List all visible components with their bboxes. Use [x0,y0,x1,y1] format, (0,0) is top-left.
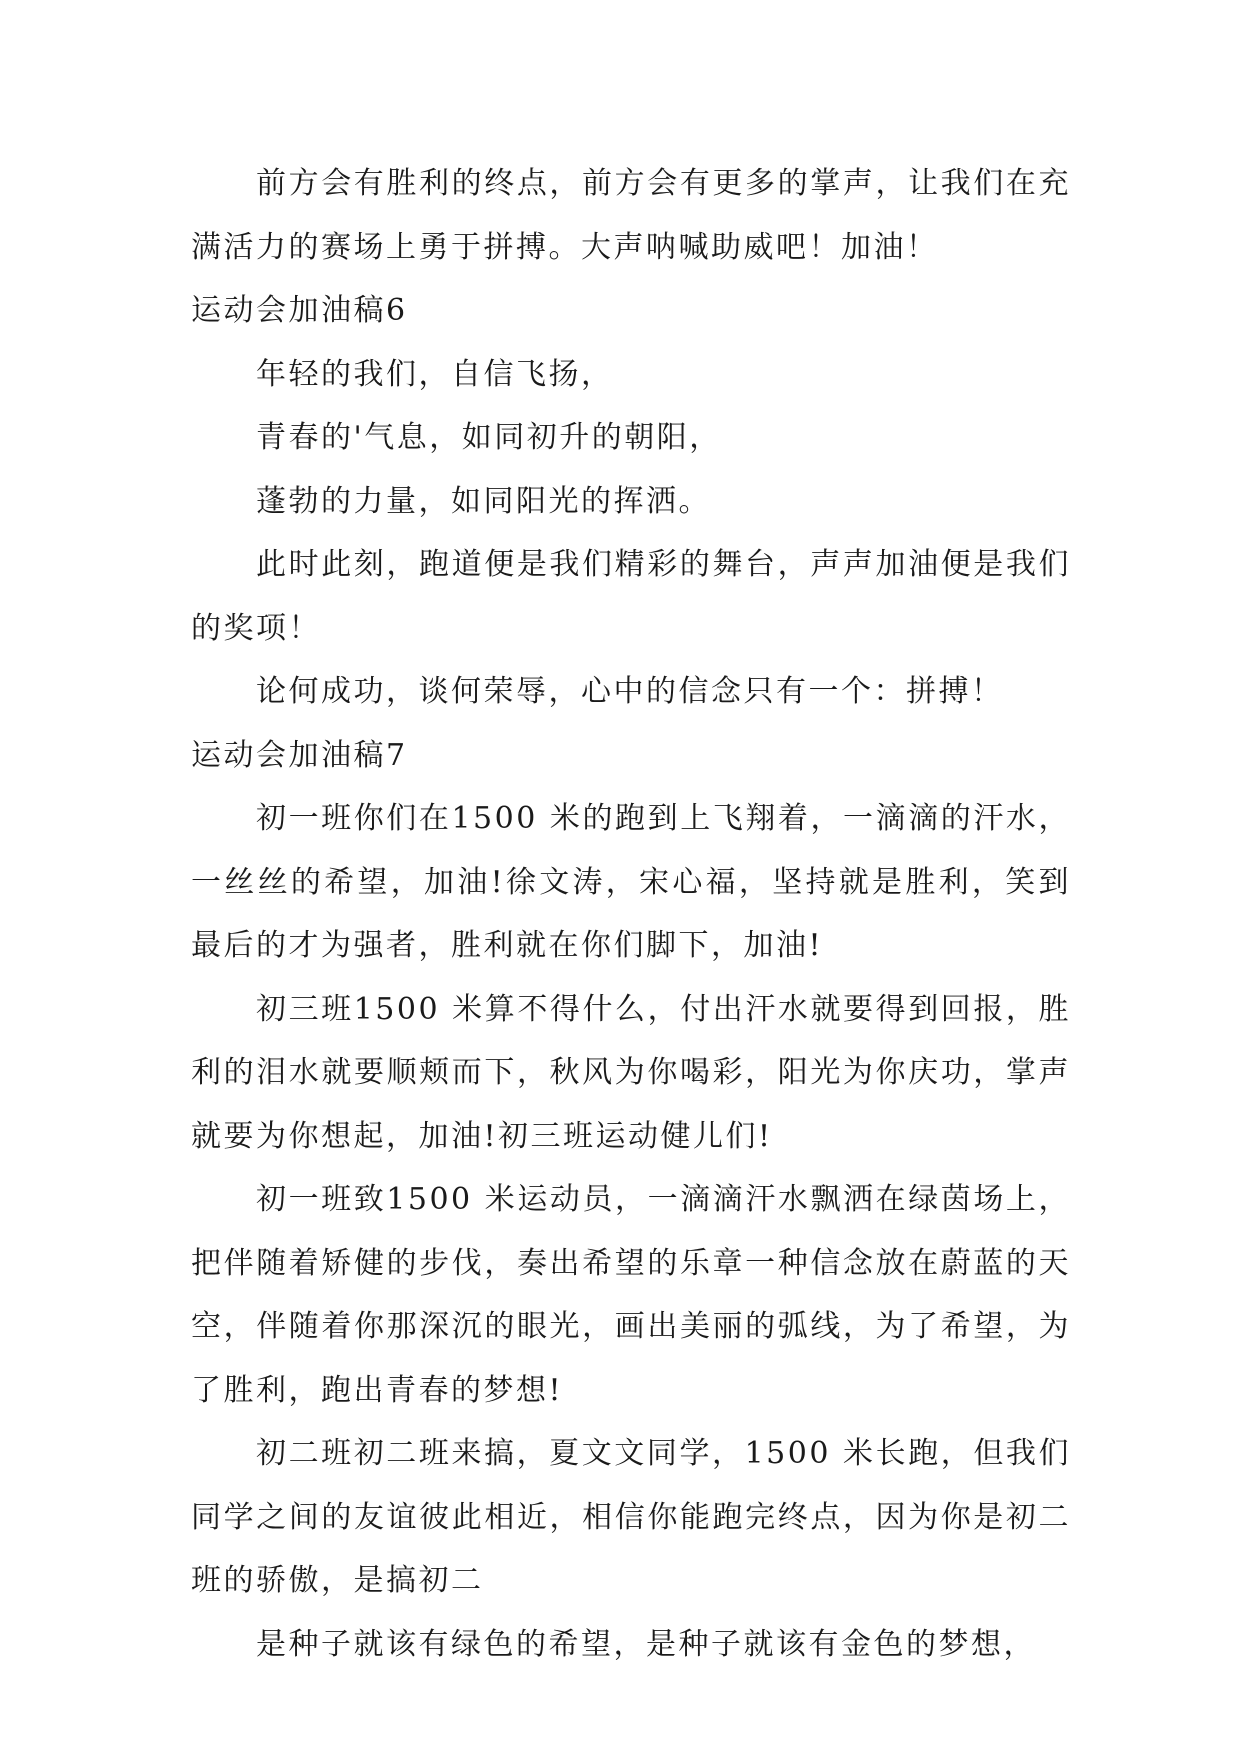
paragraph: 蓬勃的力量，如同阳光的挥洒。 [256,483,711,519]
section-heading: 运动会加油稿7 [191,737,408,773]
document-body [191,152,1071,1676]
section-heading: 运动会加油稿6 [191,293,408,328]
paragraph: 初二班初二班来搞，夏文文同学，1500 米长跑，但我们同学之间的友谊彼此相近，相信你能跑完终点，因为你是初二班的骄傲，是搞初二 [191,1436,1071,1598]
paragraph: 此时此刻，跑道便是我们精彩的舞台，声声加油便是我们的奖项！ [191,547,1071,646]
paragraph: 是种子就该有绿色的希望，是种子就该有金色的梦想， [256,1626,1036,1662]
paragraph: 初一班你们在1500 米的跑到上飞翔着，一滴滴的汗水，一丝丝的希望，加油!徐文涛，宋心福，坚持就是胜利，笑到最后的才为强者，胜利就在你们脚下，加油! [191,801,1071,963]
paragraph: 年轻的我们，自信飞扬， [256,356,614,392]
paragraph: 初一班致1500 米运动员，一滴滴汗水飘洒在绿茵场上，把伴随着矫健的步伐，奏出希望的乐章一种信念放在蔚蓝的天空，伴随着你那深沉的眼光，画出美丽的弧线，为了希望，为了胜利，跑出青春的梦想! [191,1182,1071,1408]
paragraph: 初三班1500 米算不得什么，付出汗水就要得到回报，胜利的泪水就要顺颊而下，秋风为你喝彩，阳光为你庆功，掌声就要为你想起，加油!初三班运动健儿们! [191,991,1071,1154]
paragraph: 前方会有胜利的终点，前方会有更多的掌声，让我们在充满活力的赛场上勇于拼搏。大声呐喊助威吧！加油！ [191,166,1071,265]
paragraph: 青春的'气息，如同初升的朝阳， [256,420,722,455]
paragraph: 论何成功，谈何荣辱，心中的信念只有一个：拼搏！ [256,674,1004,709]
